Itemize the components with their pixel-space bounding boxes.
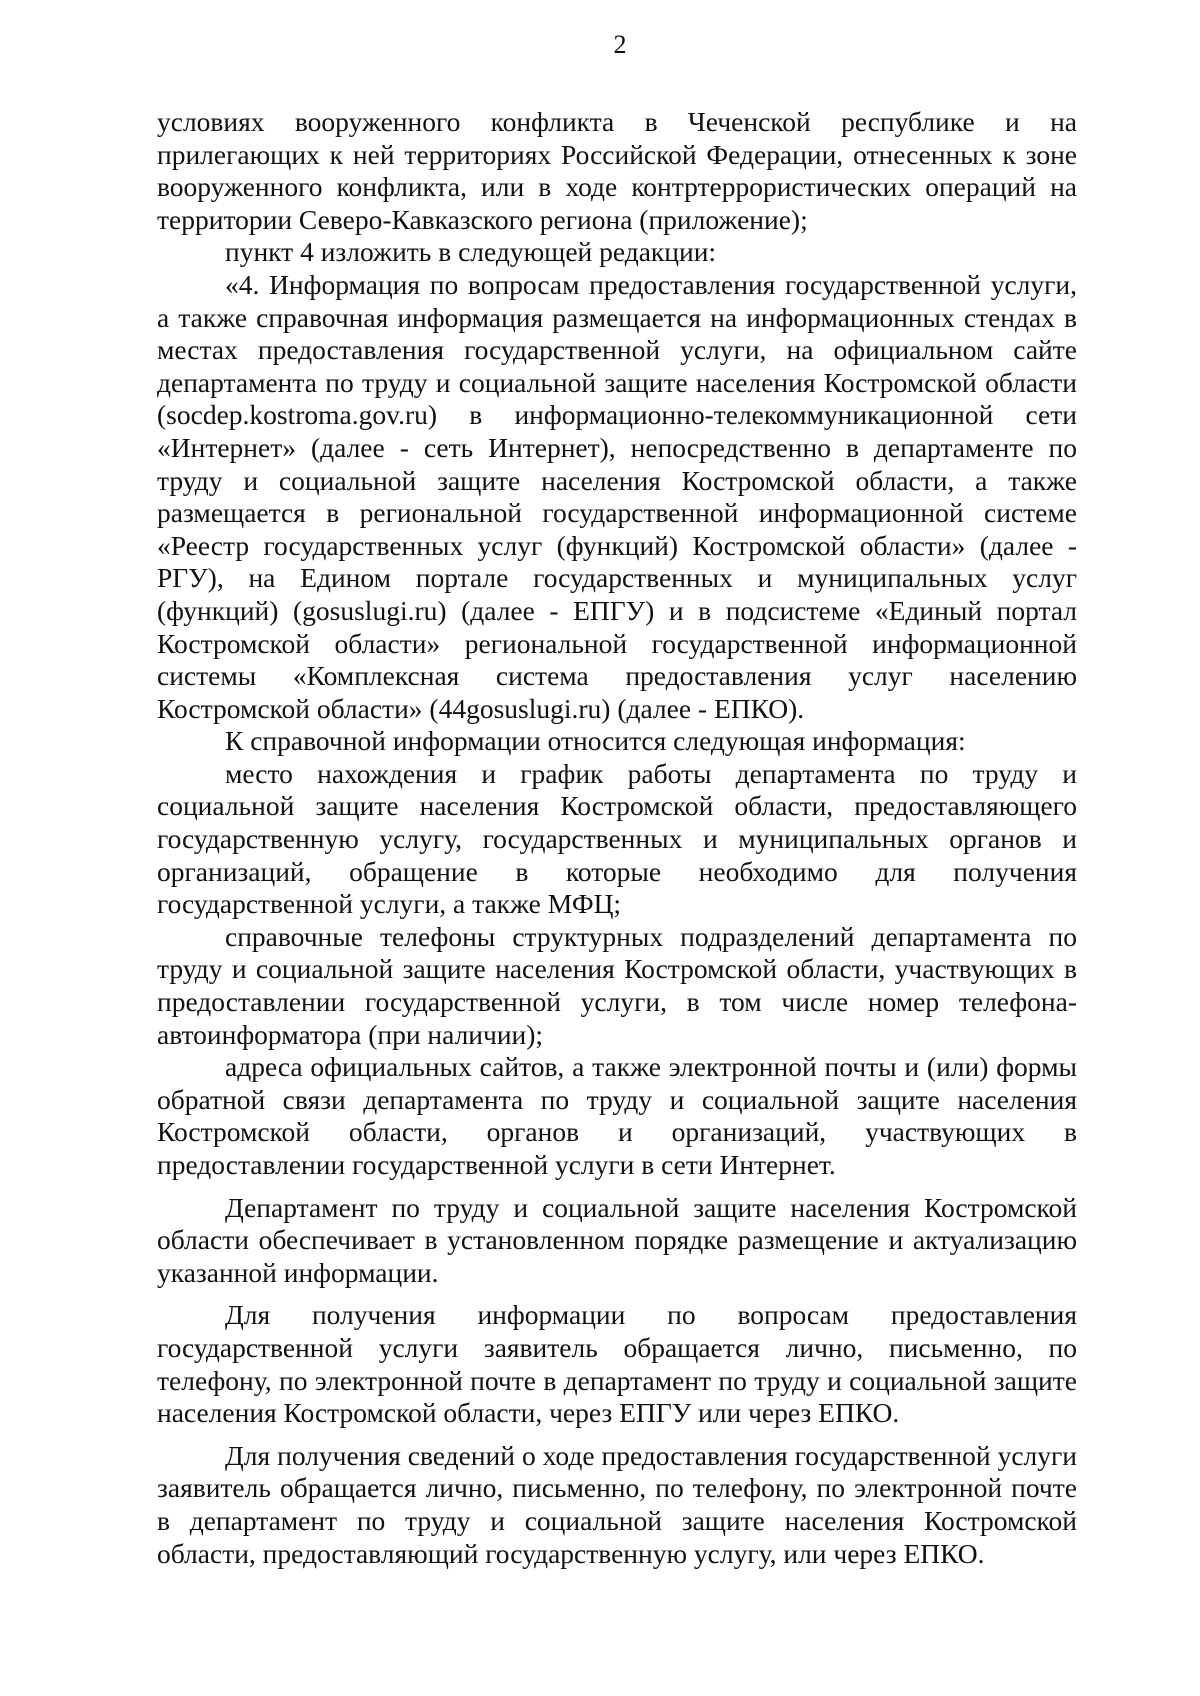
document-body (157, 106, 1077, 1570)
paragraph-item-4: «4. Информация по вопросам предоставления государственной услуги, а также справочная информация размещается на информационных стендах в местах предоставления государственной услуги, на официальном сайте департамента по труду и социальной защите населения Костромской области (socdep.kostroma.gov.ru) в информационно-телекоммуникационной сети «Интернет» (далее - сеть Интернет), непосредственно в департаменте по труду и социальной защите населения Костромской области, а также размещается в региональной государственной информационной системе «Реестр государственных услуг (функций) Костромской области» (далее - РГУ), на Едином портале государственных и муниципальных услуг (функций) (gosuslugi.ru) (далее - ЕПГУ) и в подсистеме «Единый портал Костромской области» региональной государственной информационной системы «Комплексная система предоставления услуг населению Костромской области» (44gosuslugi.ru) (далее - ЕПКО). (157, 268, 1077, 724)
paragraph-obtaining-information: Для получения информации по вопросам предоставления государственной услуги заявитель обращается лично, письменно, по телефону, по электронной почте в департамент по труду и социальной защите населения Костромской области, через ЕПГУ или через ЕПКО. (157, 1299, 1077, 1429)
paragraph-location-schedule: место нахождения и график работы департамента по труду и социальной защите населения Костромской области, предоставляющего государственную услугу, государственных и муниципальных органов и организаций, обращение в которые необходимо для получения государственной услуги, а также МФЦ; (157, 757, 1077, 920)
paragraph-status-information: Для получения сведений о ходе предоставления государственной услуги заявитель обращается лично, письменно, по телефону, по электронной почте в департамент по труду и социальной защите населения Костромской области, предоставляющий государственную услугу, или через ЕПКО. (157, 1439, 1077, 1569)
paragraph-continuation: условиях вооруженного конфликта в Чеченской республике и на прилегающих к ней территориях Российской Федерации, отнесенных к зоне вооруженного конфликта, или в ходе контртеррористических операций на территории Северо-Кавказского региона (приложение); (157, 106, 1077, 235)
paragraph-reference-info-intro: К справочной информации относится следующая информация: (225, 725, 966, 757)
paragraph-websites: адреса официальных сайтов, а также электронной почты и (или) формы обратной связи департамента по труду и социальной защите населения Костромской области, органов и организаций, участвующих в предоставлении государственной услуги в сети Интернет. (157, 1051, 1077, 1180)
paragraph-department-ensures: Департамент по труду и социальной защите населения Костромской области обеспечивает в установленном порядке размещение и актуализацию указанной информации. (157, 1191, 1077, 1288)
paragraph-amendment-intro: пункт 4 изложить в следующей редакции: (225, 236, 717, 268)
page-number: 2 (613, 30, 627, 59)
paragraph-phones: справочные телефоны структурных подразделений департамента по труду и социальной защите населения Костромской области, участвующих в предоставлении государственной услуги, в том числе номер телефона-автоинформатора (при наличии); (157, 920, 1077, 1050)
